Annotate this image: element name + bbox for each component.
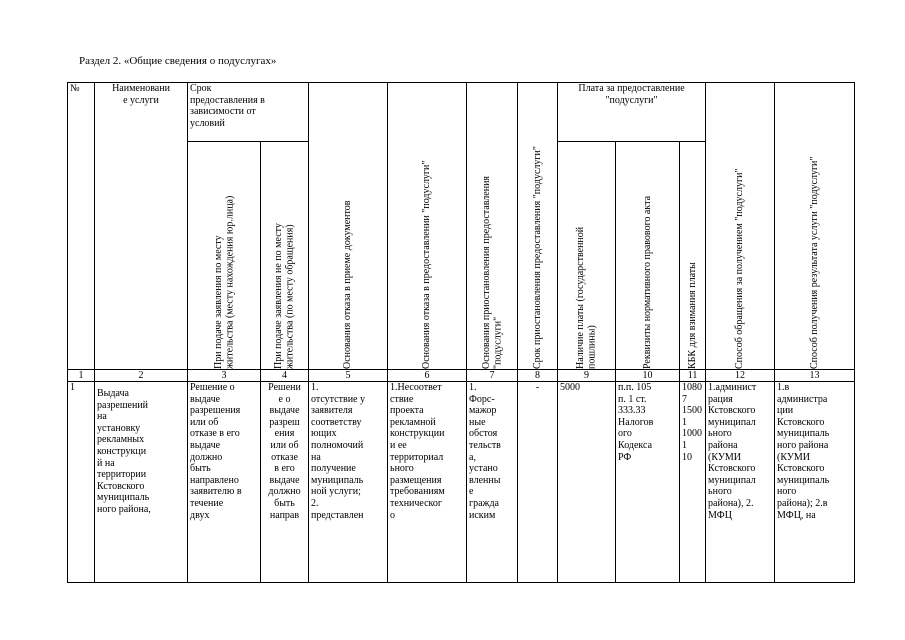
header-fee-presence [558, 142, 616, 370]
header-term-by-location-text: При подаче заявления по месту жительства (месту нахождения юр.лица) [212, 195, 235, 369]
header-suspension-term-text: Срок приостановления предоставления "подуслуги" [531, 146, 543, 369]
row-refusal-service-cell: 1.Несоответ ствие проекта рекламной конструкции и ее территориал ьного размещения требованиям техническог о [388, 382, 467, 583]
row-fee-act-cell: п.п. 105 п. 1 ст. 333.33 Налогов ого Кодекса РФ [616, 382, 680, 583]
column-number: 13 [775, 370, 855, 382]
column-number: 10 [616, 370, 680, 382]
header-refusal-docs-text: Основания отказа в приеме документов [342, 200, 354, 369]
subservice-table [67, 82, 855, 583]
row-num-cell: 1 [68, 382, 95, 583]
row-term-by-location-cell: Решение о выдаче разрешения или об отказе в его выдаче должно быть направлено заявителю в течение двух [188, 382, 261, 583]
header-term-by-location [188, 142, 261, 370]
header-fee-act [616, 142, 680, 370]
header-fee-group: Плата за предоставление "подуслуги" [558, 83, 706, 142]
table-row [68, 382, 855, 583]
section-title: Раздел 2. «Общие сведения о подуслугах» [79, 55, 277, 67]
column-number: 4 [261, 370, 309, 382]
column-number: 2 [95, 370, 188, 382]
header-apply-method [706, 83, 775, 370]
header-suspension-term [518, 83, 558, 370]
column-number: 11 [680, 370, 706, 382]
column-number: 5 [309, 370, 388, 382]
row-result-method-cell: 1.в администра ции Кстовского муниципаль ного района (КУМИ Кстовского муниципаль ного района); 2.в МФЦ, на [775, 382, 855, 583]
column-number-row [68, 370, 855, 382]
row-fee-kbk-cell: 10807 15001 10001 10 [680, 382, 706, 583]
header-refusal-service-text: Основания отказа в предоставлении "подуслуги" [421, 160, 433, 369]
header-suspension [467, 83, 518, 370]
row-suspension-term-cell: - [518, 382, 558, 583]
header-term-not-by-location [261, 142, 309, 370]
header-refusal-service [388, 83, 467, 370]
column-number: 3 [188, 370, 261, 382]
column-number: 7 [467, 370, 518, 382]
header-fee-act-text: Реквизиты нормативного правового акта [641, 195, 653, 369]
header-suspension-text: Основания приостановления предоставления "подуслуги" [480, 175, 504, 369]
column-number: 9 [558, 370, 616, 382]
column-number: 6 [388, 370, 467, 382]
row-service-name-cell: Выдача разрешений на установку рекламных конструкци й на территории Кстовского муниципаль ного района, [95, 382, 188, 583]
header-service-name: Наименовани е услуги [95, 83, 188, 370]
row-suspension-cell: 1. Форс- мажор ные обстоя тельств а, устано вленны е гражда иским [467, 382, 518, 583]
header-num: № [68, 83, 95, 370]
row-refusal-docs-cell: 1. отсутствие у заявителя соответству ющих полномочий на получение муниципаль ной услуги; 2. представлен [309, 382, 388, 583]
row-apply-method-cell: 1.админист рация Кстовского муниципал ьного района (КУМИ Кстовского муниципал ьного района), 2. МФЦ [706, 382, 775, 583]
header-refusal-docs [309, 83, 388, 370]
header-fee-kbk-text: КБК для взимания платы [686, 262, 698, 369]
row-fee-presence-cell: 5000 [558, 382, 616, 583]
header-fee-kbk [680, 142, 706, 370]
header-term-not-by-location-text: При подаче заявления не по месту жительства (по месту обращения) [273, 223, 296, 369]
column-number: 1 [68, 370, 95, 382]
header-row-top [68, 83, 855, 142]
row-term-not-by-location-cell: Решени е о выдаче разреш ения или об отказе в его выдаче должно быть направ [261, 382, 309, 583]
header-result-method-text: Способ получения результата услуги "подуслуги" [808, 156, 820, 369]
header-fee-presence-text: Наличие платы (государственной пошлины) [575, 226, 598, 369]
header-result-method [775, 83, 855, 370]
column-number: 12 [706, 370, 775, 382]
header-term: Срок предоставления в зависимости от условий [188, 83, 309, 142]
header-apply-method-text: Способ обращения за получением "подуслуги" [734, 168, 746, 369]
column-number: 8 [518, 370, 558, 382]
